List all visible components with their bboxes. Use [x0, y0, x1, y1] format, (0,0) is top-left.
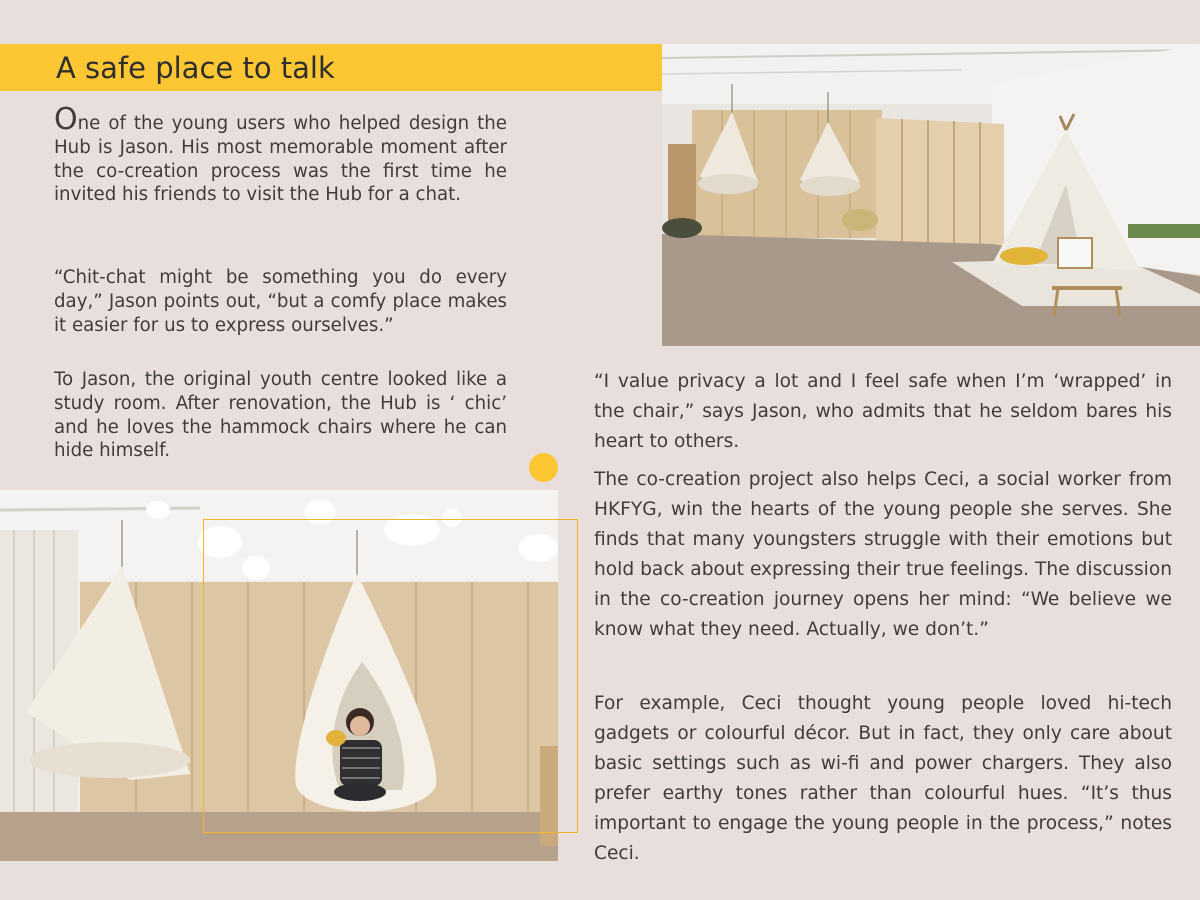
- decorative-frame: [203, 519, 578, 833]
- paragraph-example: For example, Ceci thought young people loved hi-tech gadgets or colourful décor. But in fact, they only care about basic settings such as wi-fi and power chargers. They also prefer earthy tones rather than colourful hues. “It’s thus important to engage the young people in the process,” notes Ceci.: [594, 693, 1172, 864]
- paragraph-intro: [54, 102, 507, 207]
- room-photo-teepee: [662, 44, 1200, 346]
- drop-cap: O: [54, 102, 78, 137]
- page-title: A safe place to talk: [56, 51, 335, 85]
- paragraph-chit-chat: “Chit-chat might be something you do every day,” Jason points out, “but a comfy place makes it easier for us to express ourselves.”: [54, 267, 507, 336]
- paragraph-privacy: “I value privacy a lot and I feel safe when I’m ‘wrapped’ in the chair,” says Jason, who admits that he seldom bares his heart to others.: [594, 371, 1172, 452]
- decorative-dot: [529, 453, 558, 482]
- paragraph-study-room: To Jason, the original youth centre looked like a study room. After renovation, the Hub is ‘ chic’ and he loves the hammock chairs where he can hide himself.: [54, 369, 507, 462]
- paragraph-ceci: The co-creation project also helps Ceci, a social worker from HKFYG, win the hearts of the young people she serves. She finds that many youngsters struggle with their emotions but hold back about expressing their true feelings. The discussion in the co-creation journey opens her mind: “We believe we know what they need. Actually, we don’t.”: [594, 469, 1172, 640]
- paragraph-intro-text: ne of the young users who helped design the Hub is Jason. His most memorable moment after the co-creation process was the first time he invited his friends to visit the Hub for a chat.: [54, 113, 507, 206]
